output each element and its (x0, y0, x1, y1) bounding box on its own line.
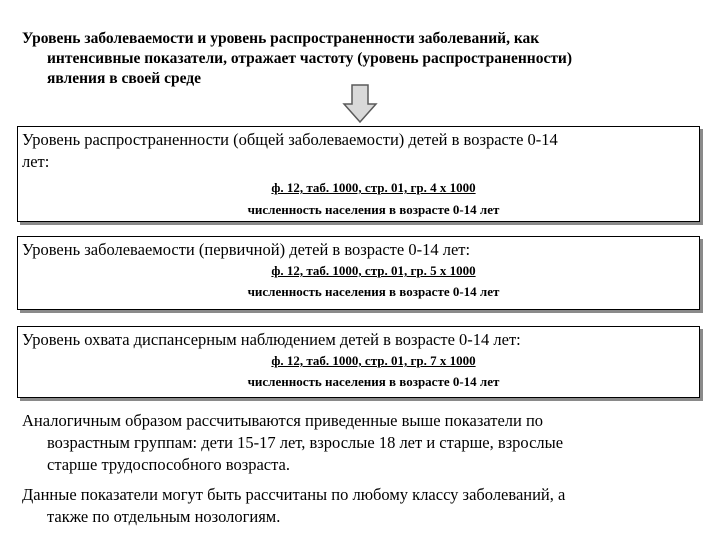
box-title-line-2: лет: (22, 152, 50, 171)
box-title: Уровень охвата диспансерным наблюдением детей в возрасте 0-14 лет: (22, 330, 521, 349)
intro-line-1: Уровень заболеваемости и уровень распространенности заболеваний, как (22, 30, 540, 47)
down-arrow-icon (342, 84, 378, 124)
paragraph-line-1: Данные показатели могут быть рассчитаны по любому классу заболеваний, а (22, 485, 566, 504)
formula-denominator: численность населения в возрасте 0-14 лет (247, 284, 500, 299)
formula-denominator: численность населения в возрасте 0-14 лет (247, 202, 500, 217)
box-title: Уровень заболеваемости (первичной) детей в возрасте 0-14 лет: (22, 240, 471, 259)
paragraph-line-2: также по отдельным нозологиям. (47, 507, 281, 526)
paragraph-line-3: старше трудоспособного возраста. (47, 455, 290, 474)
formula-numerator: ф. 12, таб. 1000, стр. 01, гр. 4 х 1000 (271, 180, 476, 195)
formula-numerator: ф. 12, таб. 1000, стр. 01, гр. 5 х 1000 (271, 263, 476, 278)
intro-line-3: явления в своей среде (47, 70, 201, 87)
incidence-formula-box (17, 236, 700, 310)
box-title-line-1: Уровень распространенности (общей заболеваемости) детей в возрасте 0-14 (22, 130, 558, 149)
intro-text (22, 29, 702, 89)
intro-line-2: интенсивные показатели, отражает частоту (уровень распространенности) (47, 50, 573, 67)
prevalence-formula-box (17, 126, 700, 222)
formula-denominator: численность населения в возрасте 0-14 лет (247, 374, 500, 389)
paragraph-line-1: Аналогичным образом рассчитываются приведенные выше показатели по (22, 411, 544, 430)
formula-numerator: ф. 12, таб. 1000, стр. 01, гр. 7 х 1000 (271, 353, 476, 368)
paragraph-line-2: возрастным группам: дети 15-17 лет, взрослые 18 лет и старше, взрослые (47, 433, 564, 452)
age-groups-paragraph (22, 410, 702, 476)
disease-class-paragraph (22, 484, 702, 528)
dispensary-coverage-formula-box (17, 326, 700, 398)
box-title (18, 127, 699, 173)
